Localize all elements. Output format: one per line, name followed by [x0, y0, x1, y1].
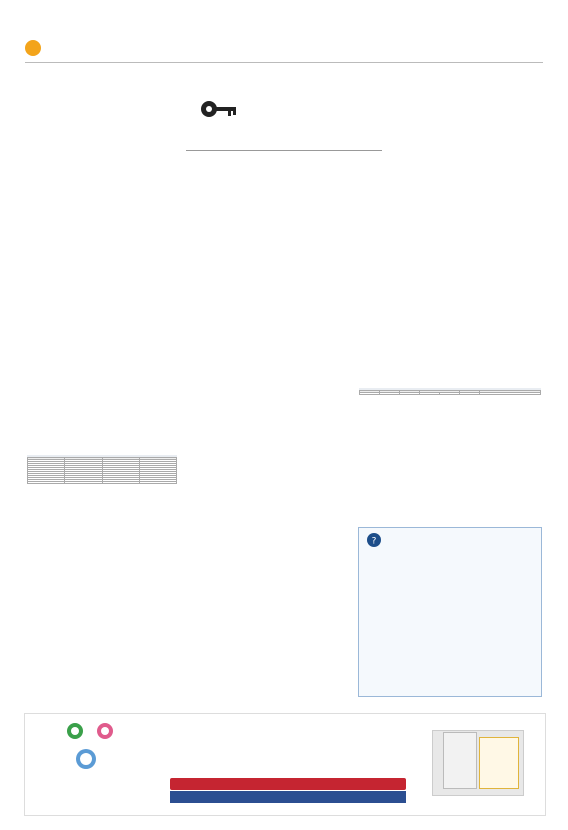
key-icon: [198, 96, 238, 122]
column-2: [187, 152, 349, 160]
table-cell: [480, 393, 541, 395]
page-number-badge: [25, 40, 41, 56]
women-enterprise-icon: [94, 722, 116, 740]
social-enterprise-icon: [64, 722, 86, 740]
mask-package: [443, 732, 477, 789]
table-cell: [460, 393, 480, 395]
table-cell: [28, 482, 65, 484]
social-enterprise-logo: [64, 722, 86, 744]
table-cell: [400, 393, 420, 395]
ad-slogan-bar: [170, 791, 406, 803]
table-cell: [420, 393, 440, 395]
table-cell: [102, 482, 139, 484]
table-cell: [440, 393, 460, 395]
table-cell: [380, 393, 400, 395]
table-6: [359, 388, 541, 395]
table-row: [28, 482, 177, 484]
header-divider: [25, 62, 543, 63]
table-5-grid: [27, 457, 177, 484]
ad-logos: [40, 722, 140, 776]
table-cell: [65, 482, 102, 484]
info-box: [358, 527, 542, 697]
table-row: [360, 393, 541, 395]
table-cell: [360, 393, 380, 395]
certification-seal-icon: [75, 748, 97, 770]
question-icon: [366, 532, 382, 548]
keyword-divider: [186, 150, 382, 151]
table-cell: [139, 482, 176, 484]
ad-category-bar: [170, 778, 406, 790]
table-5: [27, 455, 177, 484]
women-enterprise-logo: [94, 722, 116, 744]
svg-text:?: ?: [371, 536, 377, 547]
column-1: [27, 152, 175, 156]
paper-package: [479, 737, 519, 789]
table-6-grid: [359, 390, 541, 395]
